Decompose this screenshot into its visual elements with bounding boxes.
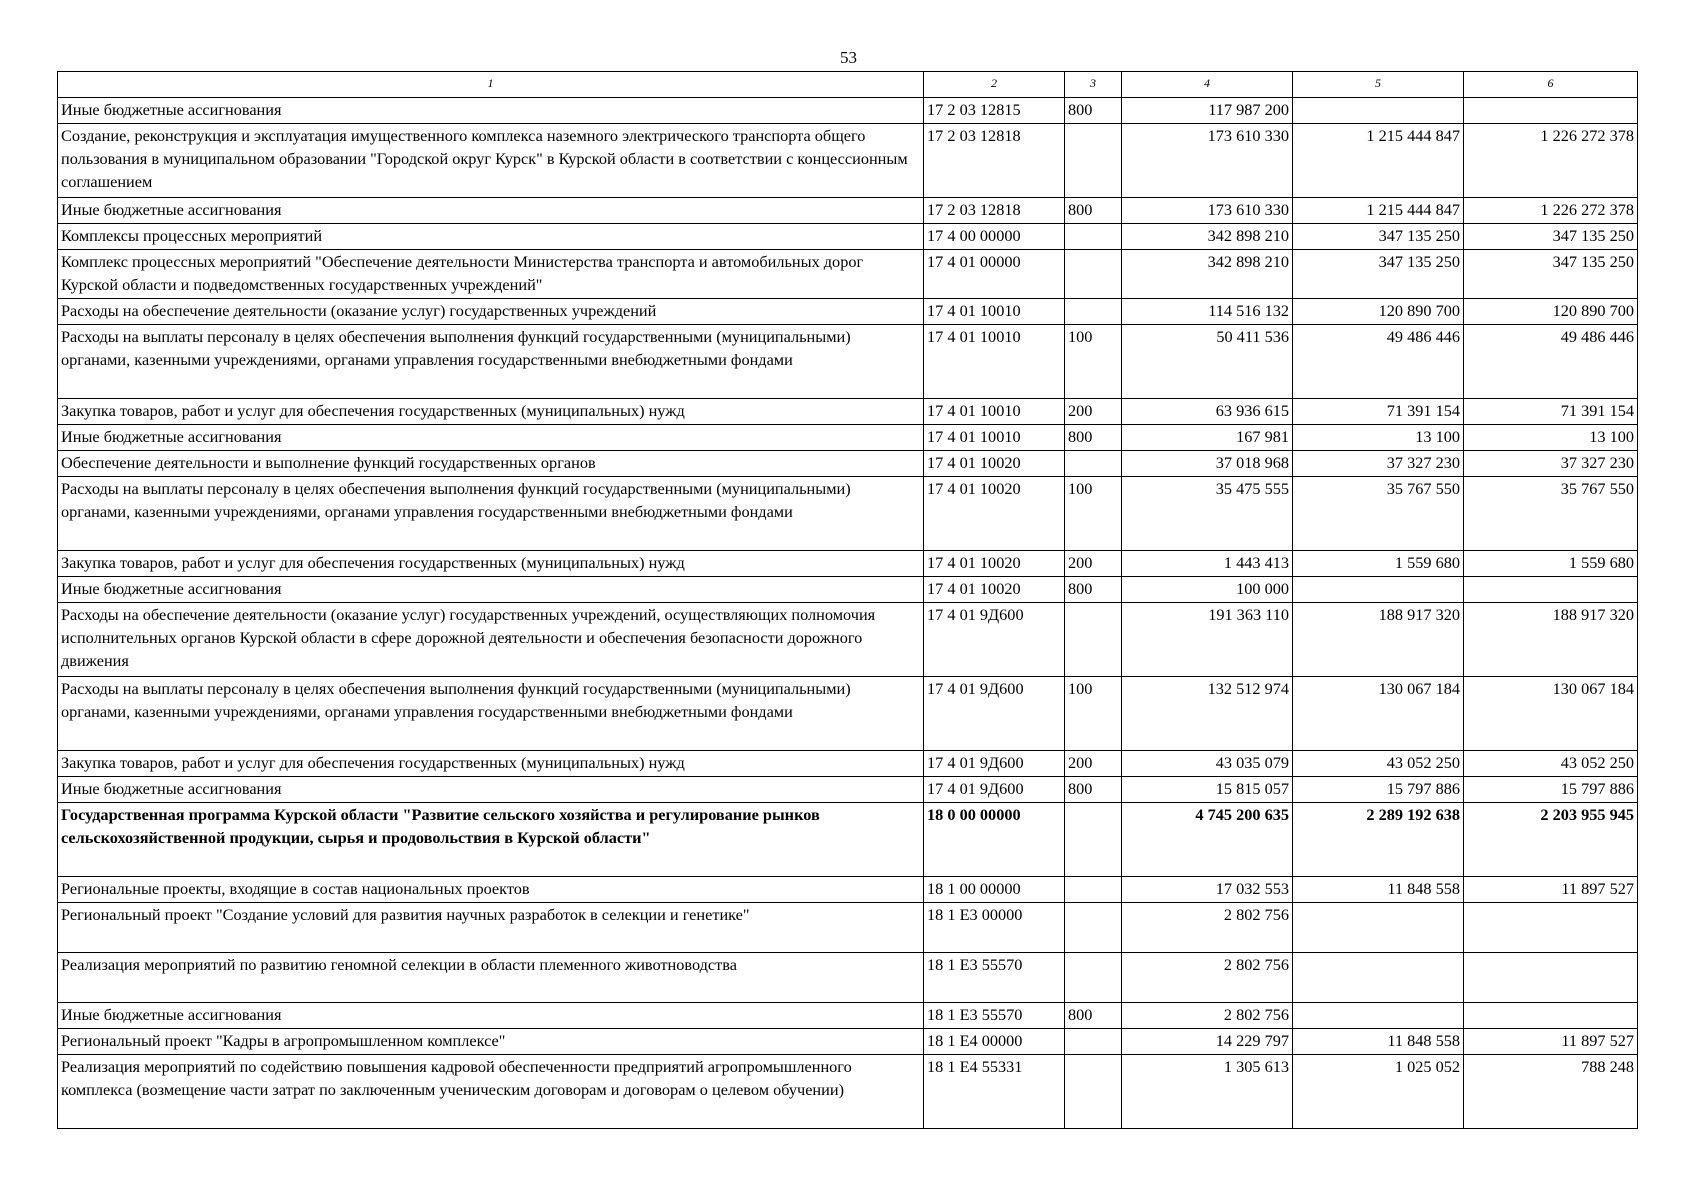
row-expense-type-cell [1065, 299, 1122, 325]
row-name-cell: Региональный проект "Кадры в агропромышленном комплексе" [58, 1029, 924, 1055]
row-expense-type-cell [1065, 224, 1122, 250]
row-value-col4-cell: 1 443 413 [1122, 551, 1293, 577]
row-code-cell: 18 1 E4 00000 [924, 1029, 1065, 1055]
row-expense-type-cell: 200 [1065, 399, 1122, 425]
row-value-col4-cell: 50 411 536 [1122, 325, 1293, 399]
row-code-cell: 17 4 01 9Д600 [924, 777, 1065, 803]
row-name-cell: Государственная программа Курской области "Развитие сельского хозяйства и регулирование рынков сельскохозяйственной продукции, сырья и продовольствия в Курской области" [58, 803, 924, 877]
row-code-cell: 18 1 E3 55570 [924, 1003, 1065, 1029]
table-row [58, 98, 1638, 124]
column-header: 4 [1122, 72, 1293, 98]
row-value-col4-cell: 2 802 756 [1122, 903, 1293, 953]
row-code-cell: 17 4 01 00000 [924, 250, 1065, 299]
row-value-col6-cell: 347 135 250 [1464, 250, 1638, 299]
row-code-cell: 17 4 01 9Д600 [924, 677, 1065, 751]
row-value-col4-cell: 342 898 210 [1122, 224, 1293, 250]
row-code-cell: 18 1 E3 00000 [924, 903, 1065, 953]
row-expense-type-cell: 800 [1065, 577, 1122, 603]
row-value-col5-cell: 130 067 184 [1293, 677, 1464, 751]
row-value-col4-cell: 2 802 756 [1122, 953, 1293, 1003]
row-code-cell: 17 4 01 9Д600 [924, 751, 1065, 777]
row-value-col5-cell [1293, 1003, 1464, 1029]
row-expense-type-cell [1065, 1029, 1122, 1055]
column-header: 2 [924, 72, 1065, 98]
row-expense-type-cell [1065, 603, 1122, 677]
table-row [58, 777, 1638, 803]
row-value-col5-cell: 43 052 250 [1293, 751, 1464, 777]
row-value-col5-cell [1293, 98, 1464, 124]
table-row [58, 1029, 1638, 1055]
row-value-col4-cell: 17 032 553 [1122, 877, 1293, 903]
row-name-cell: Реализация мероприятий по развитию геномной селекции в области племенного животноводства [58, 953, 924, 1003]
row-code-cell: 17 4 01 10010 [924, 299, 1065, 325]
row-value-col5-cell: 1 025 052 [1293, 1055, 1464, 1129]
table-row [58, 677, 1638, 751]
row-value-col6-cell [1464, 98, 1638, 124]
row-value-col5-cell: 35 767 550 [1293, 477, 1464, 551]
row-value-col6-cell: 347 135 250 [1464, 224, 1638, 250]
row-value-col6-cell: 1 559 680 [1464, 551, 1638, 577]
row-value-col6-cell: 71 391 154 [1464, 399, 1638, 425]
row-name-cell: Иные бюджетные ассигнования [58, 98, 924, 124]
row-expense-type-cell [1065, 250, 1122, 299]
table-row [58, 877, 1638, 903]
row-value-col4-cell: 342 898 210 [1122, 250, 1293, 299]
table-row [58, 1055, 1638, 1129]
row-name-cell: Расходы на обеспечение деятельности (оказание услуг) государственных учреждений, осуществляющих полномочия исполнительных органов Курской области в сфере дорожной деятельности и обеспечения безопасности дорожного движения [58, 603, 924, 677]
row-expense-type-cell [1065, 124, 1122, 198]
row-code-cell: 18 1 E4 55331 [924, 1055, 1065, 1129]
row-value-col5-cell: 1 215 444 847 [1293, 124, 1464, 198]
row-code-cell: 17 4 01 10010 [924, 425, 1065, 451]
row-value-col5-cell: 2 289 192 638 [1293, 803, 1464, 877]
row-code-cell: 17 2 03 12815 [924, 98, 1065, 124]
column-header: 1 [58, 72, 924, 98]
row-expense-type-cell: 800 [1065, 98, 1122, 124]
row-value-col5-cell: 11 848 558 [1293, 877, 1464, 903]
row-expense-type-cell [1065, 1055, 1122, 1129]
row-value-col6-cell: 35 767 550 [1464, 477, 1638, 551]
row-value-col5-cell: 11 848 558 [1293, 1029, 1464, 1055]
row-name-cell: Комплекс процессных мероприятий "Обеспечение деятельности Министерства транспорта и автомобильных дорог Курской области и подведомственных государственных учреждений" [58, 250, 924, 299]
row-name-cell: Иные бюджетные ассигнования [58, 577, 924, 603]
row-value-col6-cell: 788 248 [1464, 1055, 1638, 1129]
row-name-cell: Расходы на выплаты персоналу в целях обеспечения выполнения функций государственными (муниципальными) органами, казенными учреждениями, органами управления государственными внебюджетными фондами [58, 477, 924, 551]
row-value-col4-cell: 63 936 615 [1122, 399, 1293, 425]
row-name-cell: Комплексы процессных мероприятий [58, 224, 924, 250]
row-name-cell: Расходы на выплаты персоналу в целях обеспечения выполнения функций государственными (муниципальными) органами, казенными учреждениями, органами управления государственными внебюджетными фондами [58, 325, 924, 399]
row-value-col4-cell: 37 018 968 [1122, 451, 1293, 477]
row-expense-type-cell: 800 [1065, 198, 1122, 224]
row-value-col4-cell: 132 512 974 [1122, 677, 1293, 751]
row-value-col5-cell: 188 917 320 [1293, 603, 1464, 677]
row-name-cell: Закупка товаров, работ и услуг для обеспечения государственных (муниципальных) нужд [58, 551, 924, 577]
table-row [58, 1003, 1638, 1029]
row-value-col5-cell [1293, 577, 1464, 603]
row-value-col6-cell: 49 486 446 [1464, 325, 1638, 399]
row-code-cell: 17 4 01 10010 [924, 399, 1065, 425]
row-name-cell: Региональные проекты, входящие в состав национальных проектов [58, 877, 924, 903]
table-body [58, 98, 1638, 1129]
table-row [58, 198, 1638, 224]
row-value-col6-cell: 1 226 272 378 [1464, 198, 1638, 224]
row-name-cell: Закупка товаров, работ и услуг для обеспечения государственных (муниципальных) нужд [58, 399, 924, 425]
row-value-col6-cell: 43 052 250 [1464, 751, 1638, 777]
table-row [58, 299, 1638, 325]
row-name-cell: Иные бюджетные ассигнования [58, 425, 924, 451]
row-value-col6-cell: 11 897 527 [1464, 1029, 1638, 1055]
row-value-col5-cell [1293, 903, 1464, 953]
row-value-col5-cell [1293, 953, 1464, 1003]
row-code-cell: 17 4 01 10020 [924, 551, 1065, 577]
row-code-cell: 17 4 01 10010 [924, 325, 1065, 399]
row-code-cell: 18 1 E3 55570 [924, 953, 1065, 1003]
row-value-col5-cell: 37 327 230 [1293, 451, 1464, 477]
row-name-cell: Иные бюджетные ассигнования [58, 777, 924, 803]
row-expense-type-cell: 100 [1065, 477, 1122, 551]
row-name-cell: Закупка товаров, работ и услуг для обеспечения государственных (муниципальных) нужд [58, 751, 924, 777]
table-row [58, 325, 1638, 399]
row-name-cell: Создание, реконструкция и эксплуатация имущественного комплекса наземного электрического транспорта общего пользования в муниципальном образовании "Городской округ Курск" в Курской области в соответствии с концессионным соглашением [58, 124, 924, 198]
row-value-col6-cell [1464, 1003, 1638, 1029]
row-value-col4-cell: 114 516 132 [1122, 299, 1293, 325]
row-expense-type-cell: 800 [1065, 1003, 1122, 1029]
row-expense-type-cell: 100 [1065, 325, 1122, 399]
row-name-cell: Обеспечение деятельности и выполнение функций государственных органов [58, 451, 924, 477]
row-value-col4-cell: 100 000 [1122, 577, 1293, 603]
row-value-col4-cell: 173 610 330 [1122, 124, 1293, 198]
row-code-cell: 17 4 01 10020 [924, 451, 1065, 477]
table-row [58, 425, 1638, 451]
row-expense-type-cell [1065, 803, 1122, 877]
row-value-col5-cell: 120 890 700 [1293, 299, 1464, 325]
row-expense-type-cell [1065, 953, 1122, 1003]
row-value-col6-cell: 13 100 [1464, 425, 1638, 451]
row-expense-type-cell: 200 [1065, 551, 1122, 577]
row-code-cell: 17 4 00 00000 [924, 224, 1065, 250]
row-code-cell: 18 0 00 00000 [924, 803, 1065, 877]
table-row [58, 124, 1638, 198]
column-header: 3 [1065, 72, 1122, 98]
table-row [58, 551, 1638, 577]
table-row [58, 751, 1638, 777]
row-value-col5-cell: 1 215 444 847 [1293, 198, 1464, 224]
row-code-cell: 17 4 01 10020 [924, 477, 1065, 551]
row-value-col6-cell: 15 797 886 [1464, 777, 1638, 803]
row-name-cell: Региональный проект "Создание условий для развития научных разработок в селекции и генетике" [58, 903, 924, 953]
row-value-col6-cell [1464, 953, 1638, 1003]
row-code-cell: 18 1 00 00000 [924, 877, 1065, 903]
row-expense-type-cell: 200 [1065, 751, 1122, 777]
row-value-col5-cell: 49 486 446 [1293, 325, 1464, 399]
table-row [58, 803, 1638, 877]
column-header: 6 [1464, 72, 1638, 98]
table-header-row [58, 72, 1638, 98]
table-row [58, 577, 1638, 603]
row-value-col4-cell: 15 815 057 [1122, 777, 1293, 803]
table-row [58, 903, 1638, 953]
row-expense-type-cell: 100 [1065, 677, 1122, 751]
table-row [58, 477, 1638, 551]
table-row [58, 953, 1638, 1003]
row-code-cell: 17 2 03 12818 [924, 198, 1065, 224]
row-value-col4-cell: 14 229 797 [1122, 1029, 1293, 1055]
row-value-col4-cell: 35 475 555 [1122, 477, 1293, 551]
row-value-col6-cell: 188 917 320 [1464, 603, 1638, 677]
row-name-cell: Иные бюджетные ассигнования [58, 198, 924, 224]
row-expense-type-cell: 800 [1065, 425, 1122, 451]
row-code-cell: 17 4 01 10020 [924, 577, 1065, 603]
row-value-col4-cell: 191 363 110 [1122, 603, 1293, 677]
row-expense-type-cell [1065, 877, 1122, 903]
row-value-col6-cell: 130 067 184 [1464, 677, 1638, 751]
row-value-col4-cell: 1 305 613 [1122, 1055, 1293, 1129]
row-value-col5-cell: 15 797 886 [1293, 777, 1464, 803]
row-value-col5-cell: 1 559 680 [1293, 551, 1464, 577]
row-code-cell: 17 2 03 12818 [924, 124, 1065, 198]
row-value-col6-cell [1464, 577, 1638, 603]
row-name-cell: Расходы на обеспечение деятельности (оказание услуг) государственных учреждений [58, 299, 924, 325]
table-row [58, 451, 1638, 477]
row-value-col6-cell: 11 897 527 [1464, 877, 1638, 903]
row-value-col4-cell: 2 802 756 [1122, 1003, 1293, 1029]
table-row [58, 399, 1638, 425]
column-header: 5 [1293, 72, 1464, 98]
budget-table [57, 71, 1638, 1129]
row-value-col4-cell: 173 610 330 [1122, 198, 1293, 224]
row-value-col5-cell: 347 135 250 [1293, 224, 1464, 250]
row-code-cell: 17 4 01 9Д600 [924, 603, 1065, 677]
table-row [58, 250, 1638, 299]
row-value-col6-cell [1464, 903, 1638, 953]
table-row [58, 224, 1638, 250]
row-value-col5-cell: 13 100 [1293, 425, 1464, 451]
row-value-col6-cell: 1 226 272 378 [1464, 124, 1638, 198]
row-name-cell: Иные бюджетные ассигнования [58, 1003, 924, 1029]
row-name-cell: Реализация мероприятий по содействию повышения кадровой обеспеченности предприятий агропромышленного комплекса (возмещение части затрат по заключенным ученическим договорам и договорам о целевом обучении) [58, 1055, 924, 1129]
row-expense-type-cell: 800 [1065, 777, 1122, 803]
row-value-col4-cell: 43 035 079 [1122, 751, 1293, 777]
row-value-col6-cell: 2 203 955 945 [1464, 803, 1638, 877]
row-name-cell: Расходы на выплаты персоналу в целях обеспечения выполнения функций государственными (муниципальными) органами, казенными учреждениями, органами управления государственными внебюджетными фондами [58, 677, 924, 751]
row-value-col4-cell: 167 981 [1122, 425, 1293, 451]
page-number: 53 [840, 48, 857, 67]
row-value-col5-cell: 71 391 154 [1293, 399, 1464, 425]
row-value-col4-cell: 4 745 200 635 [1122, 803, 1293, 877]
table-row [58, 603, 1638, 677]
row-value-col6-cell: 37 327 230 [1464, 451, 1638, 477]
row-expense-type-cell [1065, 451, 1122, 477]
row-expense-type-cell [1065, 903, 1122, 953]
row-value-col5-cell: 347 135 250 [1293, 250, 1464, 299]
row-value-col4-cell: 117 987 200 [1122, 98, 1293, 124]
row-value-col6-cell: 120 890 700 [1464, 299, 1638, 325]
